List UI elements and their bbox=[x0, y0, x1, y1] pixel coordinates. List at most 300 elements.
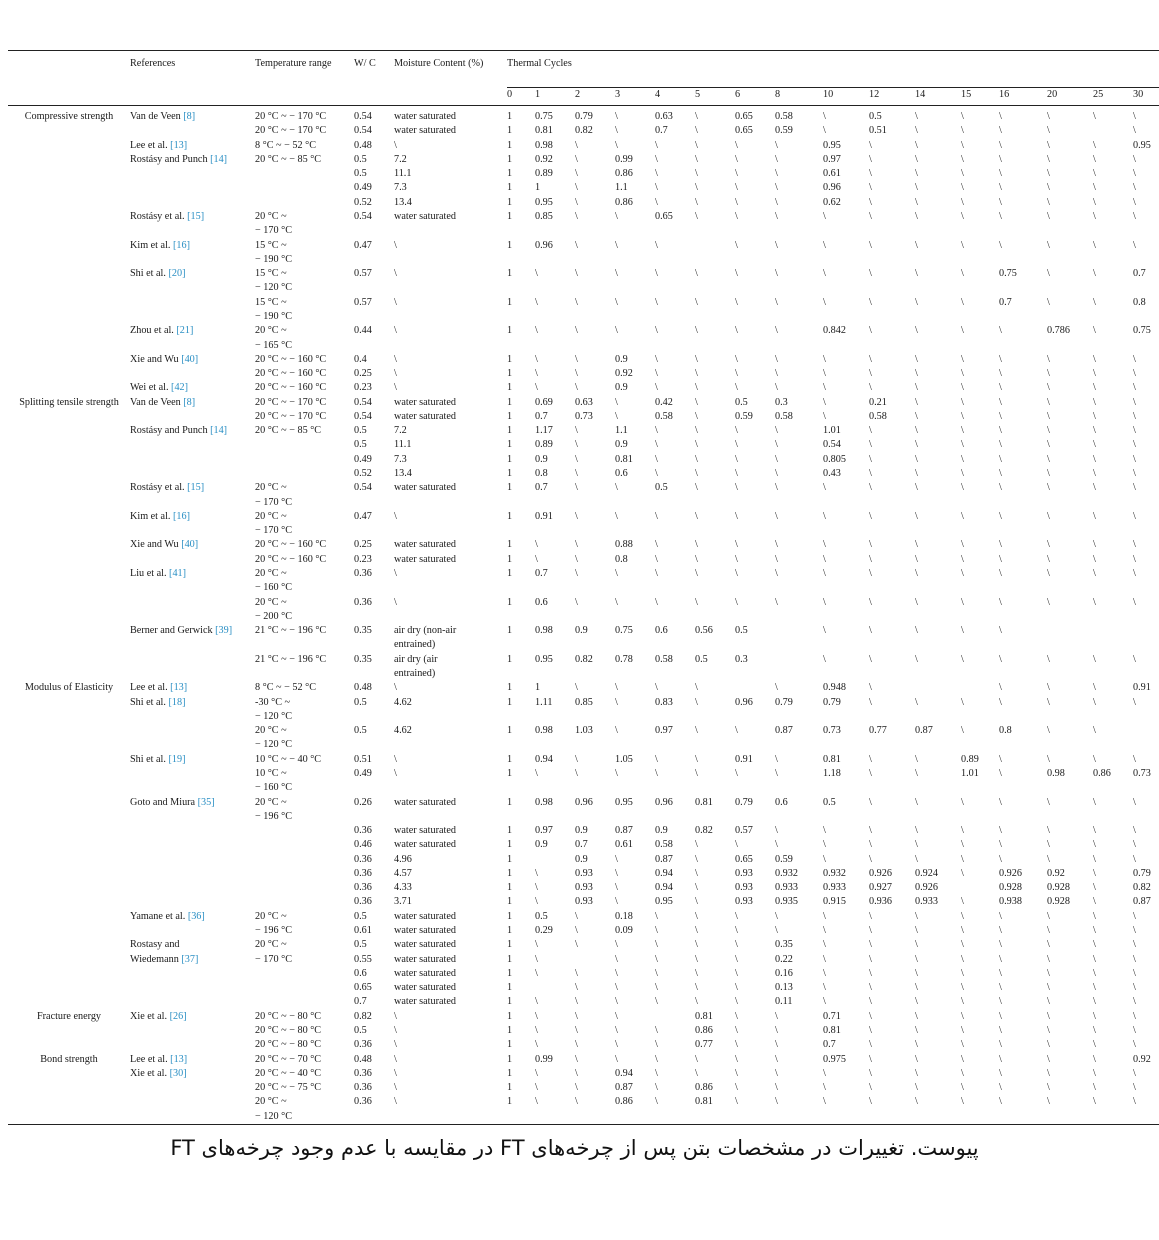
cycle-value-cell: 0.63 bbox=[575, 396, 593, 408]
cycle-value-cell: \ bbox=[1093, 896, 1096, 908]
cycle-value-cell: \ bbox=[695, 925, 698, 937]
table-row bbox=[8, 681, 1159, 695]
wc-cell: 0.52 bbox=[354, 468, 372, 480]
moisture-line: \ bbox=[394, 239, 397, 251]
moisture-cell bbox=[394, 567, 507, 596]
reference-link[interactable]: [39] bbox=[215, 625, 233, 637]
reference-cell bbox=[130, 324, 255, 353]
moisture-line: 7.3 bbox=[394, 453, 407, 465]
temperature-line: 20 °C ~ bbox=[255, 725, 287, 737]
cycle-value-cell: \ bbox=[823, 653, 826, 665]
cycle-value-cell: \ bbox=[575, 453, 578, 465]
cycle-value-cell: 0.61 bbox=[615, 839, 633, 851]
cycle-value-cell: \ bbox=[775, 325, 778, 337]
cycle-value-cell bbox=[695, 239, 735, 268]
cycle-value-cell: \ bbox=[535, 867, 538, 879]
moisture-cell bbox=[394, 981, 507, 995]
cycle-value-cell: \ bbox=[1133, 410, 1136, 422]
wc-cell: 0.5 bbox=[354, 725, 367, 737]
cycle-value-cell: \ bbox=[999, 196, 1002, 208]
moisture-line: \ bbox=[394, 325, 397, 337]
cycle-value-cell: \ bbox=[1133, 1067, 1136, 1079]
table-row bbox=[8, 453, 1159, 467]
cycle-value-cell: \ bbox=[823, 296, 826, 308]
reference-cell bbox=[130, 481, 255, 510]
cycle-value-cell: \ bbox=[915, 153, 918, 165]
cycle-value-cell: \ bbox=[695, 839, 698, 851]
wc-cell: 0.49 bbox=[354, 182, 372, 194]
table-row bbox=[8, 410, 1159, 424]
moisture-cell bbox=[394, 953, 507, 967]
cycle-value-cell: \ bbox=[961, 925, 964, 937]
cycle-value-cell: \ bbox=[1047, 682, 1050, 694]
cycle-value-cell: \ bbox=[999, 439, 1002, 451]
temperature-cell bbox=[255, 796, 354, 825]
reference-link[interactable]: [36] bbox=[187, 910, 205, 922]
cycle-value-cell: \ bbox=[575, 153, 578, 165]
cycle-value-cell: \ bbox=[735, 382, 738, 394]
cycle-value-cell: \ bbox=[695, 1067, 698, 1079]
cycle-value-cell: 0.58 bbox=[869, 410, 887, 422]
temperature-cell bbox=[255, 910, 354, 924]
reference-author: Shi et al. bbox=[130, 753, 166, 765]
temperature-line: 20 °C ~ − 85 °C bbox=[255, 153, 322, 165]
cycle-value-cell: \ bbox=[1133, 210, 1136, 222]
cycle-value-cell: \ bbox=[1133, 453, 1136, 465]
temperature-cell bbox=[255, 653, 354, 682]
moisture-line: water saturated bbox=[394, 553, 456, 565]
cycle-value-cell: 0.89 bbox=[961, 753, 979, 765]
reference-cell bbox=[130, 106, 255, 125]
cycle-value-cell: \ bbox=[1047, 153, 1050, 165]
cycle-value-cell: 0.58 bbox=[655, 839, 673, 851]
table-row bbox=[8, 653, 1159, 667]
cycle-value-cell: \ bbox=[869, 268, 872, 280]
cycle-value-cell: \ bbox=[1133, 1096, 1136, 1108]
cycle-value-cell: 0.91 bbox=[535, 510, 553, 522]
cycle-value-cell: \ bbox=[999, 839, 1002, 851]
cycle-value-cell: 0.9 bbox=[535, 839, 548, 851]
cycle-value-cell: \ bbox=[961, 1039, 964, 1051]
reference-link[interactable]: [13] bbox=[170, 682, 188, 694]
cycle-value-cell: \ bbox=[1093, 910, 1096, 922]
cycle-value-cell: \ bbox=[775, 839, 778, 851]
cycle-value-cell: \ bbox=[961, 368, 964, 380]
reference-link[interactable]: [37] bbox=[181, 953, 199, 965]
cycle-value-cell: 0.85 bbox=[535, 210, 553, 222]
cycle-value-cell: \ bbox=[823, 1082, 826, 1094]
cycle-value-cell: 0.75 bbox=[535, 111, 553, 122]
cycle-value-cell: \ bbox=[915, 1039, 918, 1051]
cycle-value-cell: \ bbox=[1093, 382, 1096, 394]
reference-link[interactable]: [35] bbox=[197, 796, 215, 808]
reference-link[interactable]: [15] bbox=[187, 482, 205, 494]
cycle-value-cell: \ bbox=[1047, 482, 1050, 494]
cycle-value-cell: 0.9 bbox=[575, 853, 588, 865]
cycle-value-cell: \ bbox=[655, 382, 658, 394]
cycle-value-cell: \ bbox=[615, 725, 618, 737]
cycle-value-cell: 0.62 bbox=[823, 196, 841, 208]
cycle-value-cell: 0.09 bbox=[615, 925, 633, 937]
cycle-value-cell: \ bbox=[1093, 796, 1096, 808]
cycle-value-cell: \ bbox=[869, 353, 872, 365]
reference-cell bbox=[130, 1081, 255, 1095]
cycle-value-cell: 0.42 bbox=[655, 396, 673, 408]
temperature-cell bbox=[255, 995, 354, 1009]
moisture-cell bbox=[394, 1095, 507, 1124]
moisture-cell bbox=[394, 1038, 507, 1052]
cycle-value-cell: \ bbox=[535, 896, 538, 908]
cycle-value-cell: \ bbox=[1047, 510, 1050, 522]
cycle-value-cell: \ bbox=[655, 1025, 658, 1036]
reference-cell bbox=[130, 296, 255, 325]
table-row bbox=[8, 467, 1159, 481]
temperature-line: 20 °C ~ − 160 °C bbox=[255, 539, 327, 551]
table-row bbox=[8, 153, 1159, 167]
cycle-value-cell: \ bbox=[535, 325, 538, 337]
reference-author: Zhou et al. bbox=[130, 325, 174, 337]
reference-cell bbox=[130, 967, 255, 981]
cycle-value-cell: \ bbox=[915, 510, 918, 522]
cycle-value-cell: \ bbox=[1093, 882, 1096, 894]
cycle-value-cell: \ bbox=[695, 368, 698, 380]
cycle-value-cell: \ bbox=[823, 825, 826, 837]
cycle-value-cell: \ bbox=[575, 468, 578, 480]
cycle-value-cell: \ bbox=[775, 510, 778, 522]
cycle-value-cell: \ bbox=[869, 853, 872, 865]
reference-cell bbox=[130, 753, 255, 767]
cycle-value-cell: \ bbox=[999, 625, 1002, 637]
cycle-value-cell: \ bbox=[1047, 953, 1050, 965]
cycle-value-cell: 0.87 bbox=[655, 853, 673, 865]
cycle-value-cell: \ bbox=[575, 568, 578, 579]
reference-cell bbox=[130, 767, 255, 796]
cycle-value-cell: \ bbox=[961, 111, 964, 122]
wc-cell: 0.23 bbox=[354, 553, 372, 565]
reference-link[interactable]: [40] bbox=[181, 353, 199, 365]
temperature-line: − 120 °C bbox=[255, 710, 292, 722]
moisture-cell bbox=[394, 453, 507, 467]
temperature-cell bbox=[255, 767, 354, 796]
cycle-value-cell: \ bbox=[655, 939, 658, 951]
moisture-line: \ bbox=[394, 1053, 397, 1065]
cycle-value-cell: \ bbox=[961, 353, 964, 365]
temperature-cell bbox=[255, 953, 354, 967]
reference-author: Rostásy and Punch bbox=[130, 153, 208, 165]
cycle-value-cell: \ bbox=[695, 196, 698, 208]
temperature-line: − 170 °C bbox=[255, 953, 292, 965]
reference-cell bbox=[130, 881, 255, 895]
reference-author: Liu et al. bbox=[130, 568, 167, 579]
reference-author: Lee et al. bbox=[130, 682, 168, 694]
cycle-value-cell: 1 bbox=[507, 925, 513, 937]
cycle-value-cell: \ bbox=[1133, 468, 1136, 480]
cycle-value-cell: \ bbox=[655, 1096, 658, 1108]
cycle-value-cell: \ bbox=[915, 539, 918, 551]
cycle-value-cell: 1 bbox=[507, 425, 513, 437]
moisture-line: 7.2 bbox=[394, 153, 407, 165]
moisture-cell bbox=[394, 481, 507, 510]
cycle-value-cell: \ bbox=[961, 553, 964, 565]
reference-link[interactable]: [8] bbox=[183, 396, 196, 408]
cycle-value-cell: \ bbox=[655, 453, 658, 465]
cycle-value-cell: \ bbox=[869, 910, 872, 922]
property-cell: Compressive strength bbox=[24, 111, 114, 122]
cycle-value-cell: 1.17 bbox=[535, 425, 553, 437]
cycle-value-cell: \ bbox=[1047, 353, 1050, 365]
cycle-value-cell bbox=[961, 881, 999, 895]
reference-link[interactable]: [26] bbox=[169, 1010, 187, 1022]
cycle-value-cell: \ bbox=[535, 539, 538, 551]
cycle-value-cell: \ bbox=[961, 996, 964, 1008]
reference-link[interactable]: [16] bbox=[173, 239, 190, 251]
cycle-value-cell bbox=[775, 624, 823, 653]
cycle-value-cell: \ bbox=[615, 111, 618, 122]
cycle-value-cell: 0.82 bbox=[1133, 882, 1151, 894]
cycle-value-cell: \ bbox=[1047, 825, 1050, 837]
moisture-line: air dry (air bbox=[394, 653, 438, 665]
cycle-value-cell: \ bbox=[575, 939, 578, 951]
cycle-value-cell: \ bbox=[1047, 539, 1050, 551]
cycle-value-cell: \ bbox=[575, 539, 578, 551]
cycle-value-cell: \ bbox=[915, 1053, 918, 1065]
moisture-cell bbox=[394, 653, 507, 682]
reference-link[interactable]: [42] bbox=[171, 382, 189, 394]
header-cycle: 0 bbox=[507, 89, 513, 100]
cycle-value-cell: \ bbox=[1047, 910, 1050, 922]
cycle-value-cell: 1 bbox=[507, 1096, 513, 1108]
cycle-value-cell: \ bbox=[615, 996, 618, 1008]
cycle-value-cell: 0.86 bbox=[1093, 767, 1111, 779]
cycle-value-cell: \ bbox=[1133, 125, 1136, 137]
cycle-value-cell: \ bbox=[775, 1039, 778, 1051]
cycle-value-cell: \ bbox=[775, 1053, 778, 1065]
cycle-value-cell: 0.82 bbox=[575, 125, 593, 137]
cycle-value-cell: \ bbox=[695, 967, 698, 979]
cycle-value-cell: 1 bbox=[507, 296, 513, 308]
cycle-value-cell: \ bbox=[535, 1082, 538, 1094]
cycle-value-cell: 0.91 bbox=[735, 753, 753, 765]
cycle-value-cell: 0.5 bbox=[695, 653, 708, 665]
cycle-value-cell: \ bbox=[915, 168, 918, 180]
moisture-cell bbox=[394, 596, 507, 625]
cycle-value-cell: \ bbox=[823, 939, 826, 951]
cycle-value-cell: 0.96 bbox=[823, 182, 841, 194]
cycle-value-cell: \ bbox=[961, 939, 964, 951]
cycle-value-cell: \ bbox=[1133, 353, 1136, 365]
cycle-value-cell: \ bbox=[695, 139, 698, 151]
moisture-cell bbox=[394, 367, 507, 381]
reference-link[interactable]: [14] bbox=[210, 425, 228, 437]
cycle-value-cell: \ bbox=[1093, 553, 1096, 565]
reference-cell bbox=[130, 1010, 255, 1024]
reference-link[interactable]: [40] bbox=[181, 539, 199, 551]
cycle-value-cell: \ bbox=[575, 239, 578, 251]
reference-cell bbox=[130, 453, 255, 467]
cycle-value-cell: 1 bbox=[507, 867, 513, 879]
cycle-value-cell: \ bbox=[869, 510, 872, 522]
cycle-value-cell: \ bbox=[869, 1010, 872, 1022]
table-row bbox=[8, 881, 1159, 895]
cycle-value-cell: \ bbox=[961, 910, 964, 922]
cycle-value-cell: \ bbox=[999, 239, 1002, 251]
cycle-value-cell: 0.5 bbox=[655, 482, 668, 494]
cycle-value-cell: 1.1 bbox=[615, 425, 628, 437]
wc-cell: 0.5 bbox=[354, 439, 367, 451]
wc-cell: 0.82 bbox=[354, 1010, 372, 1022]
cycle-value-cell: 1 bbox=[507, 653, 513, 665]
cycle-value-cell: \ bbox=[535, 268, 538, 280]
reference-cell bbox=[130, 396, 255, 410]
reference-link[interactable]: [15] bbox=[187, 210, 205, 222]
cycle-value-cell: 0.948 bbox=[823, 682, 846, 694]
cycle-value-cell: \ bbox=[999, 696, 1002, 708]
temperature-line: 15 °C ~ bbox=[255, 296, 287, 308]
moisture-cell bbox=[394, 196, 507, 210]
reference-link[interactable]: [14] bbox=[210, 153, 228, 165]
cycle-value-cell: \ bbox=[1093, 353, 1096, 365]
cycle-value-cell: \ bbox=[869, 982, 872, 994]
cycle-value-cell: 0.7 bbox=[535, 568, 548, 579]
cycle-value-cell: \ bbox=[961, 1096, 964, 1108]
cycle-value-cell: 0.96 bbox=[655, 796, 673, 808]
cycle-value-cell: \ bbox=[915, 1010, 918, 1022]
reference-link[interactable]: [19] bbox=[168, 753, 186, 765]
cycle-value-cell: 0.93 bbox=[575, 896, 593, 908]
cycle-value-cell: \ bbox=[655, 268, 658, 280]
cycle-value-cell: \ bbox=[615, 139, 618, 151]
cycle-value-cell: 0.5 bbox=[735, 625, 748, 637]
reference-link[interactable]: [41] bbox=[169, 568, 187, 579]
cycle-value-cell: \ bbox=[869, 553, 872, 565]
cycle-value-cell: \ bbox=[575, 1053, 578, 1065]
cycle-value-cell: \ bbox=[695, 410, 698, 422]
cycle-value-cell: \ bbox=[869, 1053, 872, 1065]
temperature-cell bbox=[255, 681, 354, 695]
moisture-line: \ bbox=[394, 368, 397, 380]
table-row bbox=[8, 538, 1159, 552]
cycle-value-cell: \ bbox=[999, 982, 1002, 994]
cycle-value-cell: \ bbox=[999, 967, 1002, 979]
cycle-value-cell: \ bbox=[869, 539, 872, 551]
cycle-value-cell: 0.82 bbox=[575, 653, 593, 665]
reference-link[interactable]: [20] bbox=[168, 268, 186, 280]
temperature-line: 20 °C ~ bbox=[255, 325, 287, 337]
reference-link[interactable]: [13] bbox=[170, 1053, 188, 1065]
cycle-value-cell: \ bbox=[1133, 368, 1136, 380]
reference-cell bbox=[130, 353, 255, 367]
cycle-value-cell: \ bbox=[575, 682, 578, 694]
cycle-value-cell: \ bbox=[575, 168, 578, 180]
table-body bbox=[8, 106, 1159, 1125]
cycle-value-cell: \ bbox=[999, 1025, 1002, 1036]
cycle-value-cell: 0.86 bbox=[615, 196, 633, 208]
wc-cell: 0.5 bbox=[354, 1025, 367, 1036]
reference-link[interactable]: [18] bbox=[168, 696, 186, 708]
cycle-value-cell: 0.95 bbox=[1133, 139, 1151, 151]
cycle-value-cell: \ bbox=[775, 453, 778, 465]
moisture-cell bbox=[394, 124, 507, 138]
cycle-value-cell: 0.75 bbox=[615, 625, 633, 637]
reference-cell bbox=[130, 824, 255, 838]
reference-link[interactable]: [16] bbox=[173, 510, 190, 522]
cycle-value-cell: \ bbox=[999, 653, 1002, 665]
cycle-value-cell: \ bbox=[615, 396, 618, 408]
cycle-value-cell: 0.73 bbox=[575, 410, 593, 422]
cycle-value-cell: \ bbox=[869, 296, 872, 308]
cycle-value-cell: \ bbox=[961, 268, 964, 280]
cycle-value-cell: 0.89 bbox=[535, 439, 553, 451]
cycle-value-cell: \ bbox=[695, 396, 698, 408]
cycle-value-cell: \ bbox=[915, 996, 918, 1008]
cycle-value-cell: \ bbox=[735, 925, 738, 937]
temperature-cell bbox=[255, 153, 354, 167]
temperature-cell bbox=[255, 481, 354, 510]
moisture-cell bbox=[394, 924, 507, 938]
cycle-value-cell: \ bbox=[655, 296, 658, 308]
cycle-value-cell: \ bbox=[1093, 453, 1096, 465]
cycle-value-cell: \ bbox=[695, 125, 698, 137]
cycle-value-cell: \ bbox=[535, 1067, 538, 1079]
cycle-value-cell: 0.936 bbox=[869, 896, 892, 908]
wc-cell: 0.36 bbox=[354, 1082, 372, 1094]
cycle-value-cell: \ bbox=[735, 182, 738, 194]
cycle-value-cell: 0.975 bbox=[823, 1053, 846, 1065]
cycle-value-cell: \ bbox=[735, 967, 738, 979]
cycle-value-cell: 0.92 bbox=[535, 153, 553, 165]
reference-link[interactable]: [30] bbox=[169, 1067, 187, 1079]
table-row bbox=[8, 624, 1159, 638]
cycle-value-cell: \ bbox=[735, 268, 738, 280]
reference-link[interactable]: [13] bbox=[170, 139, 188, 151]
cycle-value-cell: \ bbox=[999, 682, 1002, 694]
cycle-value-cell: \ bbox=[915, 325, 918, 337]
header-cycle: 14 bbox=[915, 89, 926, 100]
cycle-value-cell: 1 bbox=[507, 725, 513, 737]
temperature-cell bbox=[255, 1067, 354, 1081]
reference-link[interactable]: [8] bbox=[183, 111, 196, 122]
cycle-value-cell: \ bbox=[961, 410, 964, 422]
cycle-value-cell: \ bbox=[655, 182, 658, 194]
reference-link[interactable]: [21] bbox=[176, 325, 194, 337]
cycle-value-cell: 0.21 bbox=[869, 396, 887, 408]
cycle-value-cell: \ bbox=[1047, 425, 1050, 437]
cycle-value-cell: \ bbox=[535, 553, 538, 565]
cycle-value-cell: \ bbox=[735, 210, 738, 222]
cycle-value-cell: 0.94 bbox=[535, 753, 553, 765]
cycle-value-cell: \ bbox=[695, 268, 698, 280]
cycle-value-cell: 0.51 bbox=[869, 125, 887, 137]
cycle-value-cell: 0.58 bbox=[655, 653, 673, 665]
cycle-value-cell: 0.18 bbox=[615, 910, 633, 922]
temperature-cell bbox=[255, 139, 354, 153]
moisture-cell bbox=[394, 381, 507, 395]
temperature-line: 20 °C ~ − 170 °C bbox=[255, 396, 327, 408]
cycle-value-cell: \ bbox=[695, 982, 698, 994]
reference-cell bbox=[130, 267, 255, 296]
cycle-value-cell: \ bbox=[999, 910, 1002, 922]
cycle-value-cell bbox=[735, 681, 775, 695]
cycle-value-cell: \ bbox=[1047, 268, 1050, 280]
cycle-value-cell: \ bbox=[915, 925, 918, 937]
table-row bbox=[8, 381, 1159, 395]
wc-cell: 0.4 bbox=[354, 353, 367, 365]
cycle-value-cell: 0.5 bbox=[823, 796, 836, 808]
cycle-value-cell: \ bbox=[915, 268, 918, 280]
wc-cell: 0.36 bbox=[354, 825, 372, 837]
temperature-line: 10 °C ~ bbox=[255, 767, 287, 779]
cycle-value-cell: 0.93 bbox=[735, 896, 753, 908]
